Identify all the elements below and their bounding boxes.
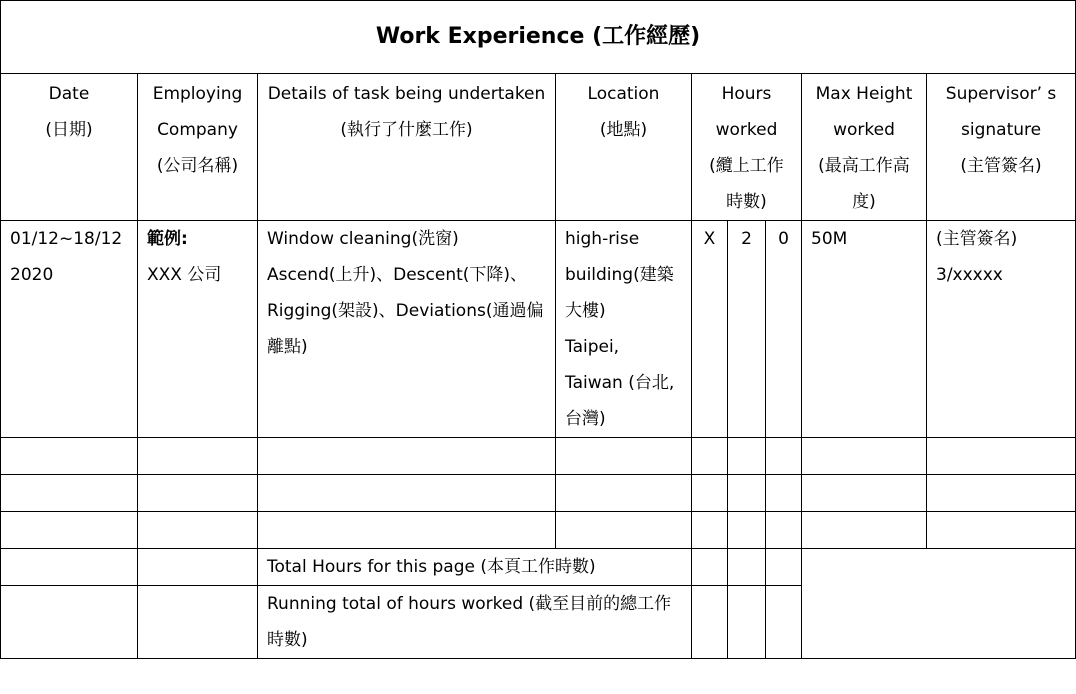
empty-cell[interactable] xyxy=(802,438,927,475)
empty-cell[interactable] xyxy=(692,512,728,549)
empty-cell[interactable] xyxy=(802,512,927,549)
page-total-hours-2[interactable] xyxy=(728,549,766,586)
empty-cell[interactable] xyxy=(138,586,258,659)
header-date: Date (日期) xyxy=(1,74,138,221)
empty-cell[interactable] xyxy=(1,549,138,586)
empty-cell[interactable] xyxy=(258,512,556,549)
page-total-label: Total Hours for this page (本頁工作時數) xyxy=(258,549,692,586)
running-total-label: Running total of hours worked (截至目前的總工作 時數) xyxy=(258,586,692,659)
empty-cell[interactable] xyxy=(1,438,138,475)
empty-cell[interactable] xyxy=(138,475,258,512)
page-title: Work Experience (工作經歷) xyxy=(1,1,1076,74)
empty-cell[interactable] xyxy=(766,438,802,475)
cell-company[interactable]: 範例: XXX 公司 xyxy=(138,221,258,438)
total-row xyxy=(1,549,1076,586)
cell-hours-1[interactable]: X xyxy=(692,221,728,438)
cell-location[interactable]: high-rise building(建築 大樓) Taipei, Taiwan (台北, 台灣) xyxy=(556,221,692,438)
running-total-hours-2[interactable] xyxy=(728,586,766,659)
empty-cell[interactable] xyxy=(556,438,692,475)
empty-cell[interactable] xyxy=(927,438,1076,475)
header-row xyxy=(1,74,1076,221)
empty-cell[interactable] xyxy=(766,512,802,549)
header-signature: Supervisor’ s signature (主管簽名) xyxy=(927,74,1076,221)
empty-cell[interactable] xyxy=(258,475,556,512)
cell-signature[interactable]: (主管簽名) 3/xxxxx xyxy=(927,221,1076,438)
empty-cell[interactable] xyxy=(556,475,692,512)
empty-cell[interactable] xyxy=(802,475,927,512)
header-company: Employing Company (公司名稱) xyxy=(138,74,258,221)
empty-cell[interactable] xyxy=(1,512,138,549)
empty-cell[interactable] xyxy=(1,586,138,659)
empty-cell[interactable] xyxy=(138,438,258,475)
empty-cell[interactable] xyxy=(1,475,138,512)
empty-cell[interactable] xyxy=(556,512,692,549)
empty-cell[interactable] xyxy=(728,475,766,512)
table-row xyxy=(1,512,1076,549)
cell-date[interactable]: 01/12~18/12 2020 xyxy=(1,221,138,438)
empty-cell[interactable] xyxy=(258,438,556,475)
header-max-height: Max Height worked (最高工作高 度) xyxy=(802,74,927,221)
empty-cell[interactable] xyxy=(692,475,728,512)
empty-cell[interactable] xyxy=(728,512,766,549)
empty-cell[interactable] xyxy=(138,549,258,586)
empty-cell[interactable] xyxy=(728,438,766,475)
header-details: Details of task being undertaken (執行了什麼工作) xyxy=(258,74,556,221)
totals-blank-area xyxy=(802,549,1076,659)
header-hours: Hours worked (纜上工作 時數) xyxy=(692,74,802,221)
header-location: Location (地點) xyxy=(556,74,692,221)
empty-cell[interactable] xyxy=(138,512,258,549)
page-total-hours-3[interactable] xyxy=(766,549,802,586)
cell-hours-2[interactable]: 2 xyxy=(728,221,766,438)
empty-cell[interactable] xyxy=(766,475,802,512)
cell-hours-3[interactable]: 0 xyxy=(766,221,802,438)
table-row xyxy=(1,475,1076,512)
table-row xyxy=(1,221,1076,438)
cell-max-height[interactable]: 50M xyxy=(802,221,927,438)
running-total-hours-1[interactable] xyxy=(692,586,728,659)
cell-details[interactable]: Window cleaning(洗窗) Ascend(上升)、Descent(下降)、 Rigging(架設)、Deviations(通過偏 離點) xyxy=(258,221,556,438)
empty-cell[interactable] xyxy=(927,512,1076,549)
page-total-hours-1[interactable] xyxy=(692,549,728,586)
empty-cell[interactable] xyxy=(927,475,1076,512)
table-row xyxy=(1,438,1076,475)
running-total-hours-3[interactable] xyxy=(766,586,802,659)
empty-cell[interactable] xyxy=(692,438,728,475)
